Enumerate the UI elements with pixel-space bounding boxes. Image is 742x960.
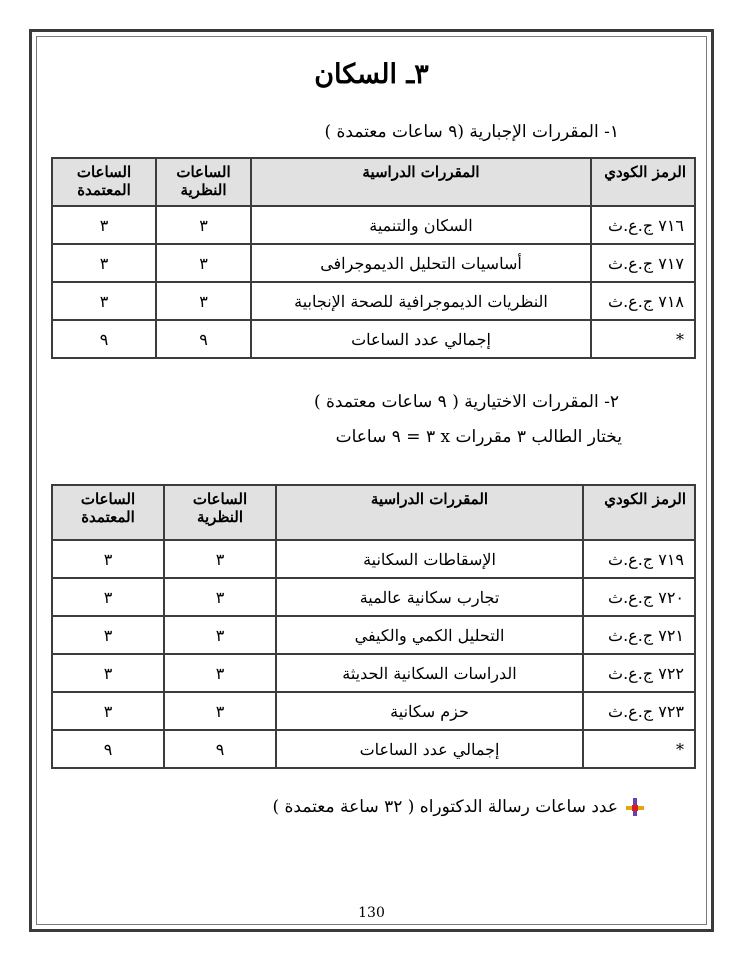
table-row [52, 730, 695, 768]
credit-hours-cell: ٣ [52, 654, 164, 692]
section2-heading: ٢- المقررات الاختيارية ( ٩ ساعات معتمدة ) [313, 392, 619, 412]
course-code-cell: * [583, 730, 695, 768]
course-name-cell: إجمالي عدد الساعات [251, 320, 591, 358]
theory-hours-cell: ٩ [156, 320, 251, 358]
credit-hours-cell: ٣ [52, 244, 156, 282]
table-header-row [52, 485, 695, 540]
credit-hours-cell: ٣ [52, 282, 156, 320]
credit-hours-cell: ٣ [52, 616, 164, 654]
header-credit: الساعات المعتمدة [52, 485, 164, 540]
header-course: المقررات الدراسية [251, 158, 591, 206]
table-row [52, 540, 695, 578]
table-row [52, 206, 695, 244]
theory-hours-cell: ٣ [164, 616, 276, 654]
theory-hours-cell: ٣ [164, 654, 276, 692]
bullet-cross-icon [626, 798, 644, 816]
course-name-cell: النظريات الديموجرافية للصحة الإنجابية [251, 282, 591, 320]
header-code: الرمز الكودي [583, 485, 695, 540]
course-name-cell: الدراسات السكانية الحديثة [276, 654, 583, 692]
course-code-cell: ٧١٨ ج.ع.ث [591, 282, 695, 320]
course-name-cell: تجارب سكانية عالمية [276, 578, 583, 616]
table-row [52, 654, 695, 692]
theory-hours-cell: ٣ [164, 540, 276, 578]
course-name-cell: الإسقاطات السكانية [276, 540, 583, 578]
header-theory: الساعات النظرية [156, 158, 251, 206]
header-credit: الساعات المعتمدة [52, 158, 156, 206]
header-theory: الساعات النظرية [164, 485, 276, 540]
course-name-cell: التحليل الكمي والكيفي [276, 616, 583, 654]
table-row [52, 282, 695, 320]
course-name-cell: إجمالي عدد الساعات [276, 730, 583, 768]
section1-heading: ١- المقررات الإجبارية (٩ ساعات معتمدة ) [324, 122, 619, 142]
theory-hours-cell: ٣ [164, 692, 276, 730]
course-code-cell: * [591, 320, 695, 358]
table-header-row [52, 158, 695, 206]
course-code-cell: ٧٢٢ ج.ع.ث [583, 654, 695, 692]
page-number: 130 [358, 905, 385, 921]
credit-hours-cell: ٣ [52, 540, 164, 578]
elective-courses-table [51, 484, 696, 769]
dissertation-hours-note [272, 797, 644, 817]
page-content [36, 36, 707, 925]
course-name-cell: أساسيات التحليل الديموجرافى [251, 244, 591, 282]
dissertation-hours-text: عدد ساعات رسالة الدكتوراه ( ٣٢ ساعة معتمدة ) [272, 797, 618, 817]
table-row [52, 578, 695, 616]
course-code-cell: ٧٢٠ ج.ع.ث [583, 578, 695, 616]
credit-hours-cell: ٩ [52, 320, 156, 358]
theory-hours-cell: ٣ [156, 206, 251, 244]
course-code-cell: ٧١٩ ج.ع.ث [583, 540, 695, 578]
credit-hours-cell: ٣ [52, 692, 164, 730]
table-row [52, 692, 695, 730]
section2-selection-note: يختار الطالب ٣ مقررات x ٣ = ٩ ساعات [335, 427, 622, 447]
credit-hours-cell: ٩ [52, 730, 164, 768]
page-title: ٣ـ السكان [314, 59, 429, 90]
course-code-cell: ٧١٧ ج.ع.ث [591, 244, 695, 282]
course-code-cell: ٧٢١ ج.ع.ث [583, 616, 695, 654]
theory-hours-cell: ٣ [164, 578, 276, 616]
mandatory-courses-table [51, 157, 696, 359]
theory-hours-cell: ٩ [164, 730, 276, 768]
course-code-cell: ٧٢٣ ج.ع.ث [583, 692, 695, 730]
credit-hours-cell: ٣ [52, 578, 164, 616]
table-row [52, 320, 695, 358]
course-name-cell: السكان والتنمية [251, 206, 591, 244]
theory-hours-cell: ٣ [156, 282, 251, 320]
course-code-cell: ٧١٦ ج.ع.ث [591, 206, 695, 244]
table-row [52, 616, 695, 654]
credit-hours-cell: ٣ [52, 206, 156, 244]
header-code: الرمز الكودي [591, 158, 695, 206]
header-course: المقررات الدراسية [276, 485, 583, 540]
course-name-cell: حزم سكانية [276, 692, 583, 730]
theory-hours-cell: ٣ [156, 244, 251, 282]
page-border [29, 29, 714, 932]
table-row [52, 244, 695, 282]
